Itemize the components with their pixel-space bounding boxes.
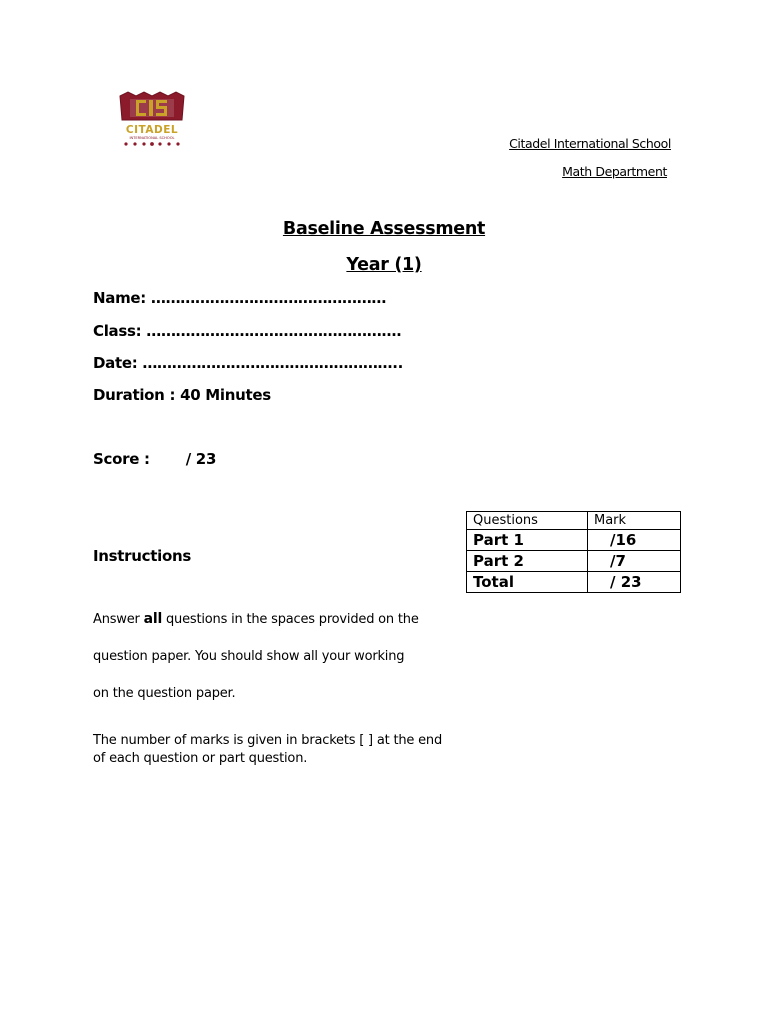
- score-field: [93, 450, 216, 468]
- table-cell-mark: /7: [588, 551, 681, 572]
- instruction-line-2: question paper. You should show all your working: [93, 649, 405, 664]
- marks-note: [93, 732, 442, 768]
- table-row: [467, 530, 681, 551]
- logo-text: CITADEL: [125, 124, 179, 136]
- table-cell-label: Part 2: [467, 551, 588, 572]
- department-name: Math Department: [562, 164, 667, 179]
- table-header: Questions: [467, 512, 588, 530]
- table-cell-mark: /16: [588, 530, 681, 551]
- duration-field: Duration : 40 Minutes: [93, 386, 271, 404]
- table-cell-label: Total: [467, 572, 588, 593]
- year-title: Year (1): [346, 255, 422, 275]
- instruction-text: Answer: [93, 612, 144, 627]
- marks-table: [466, 511, 681, 593]
- marks-note-line-2: of each question or part question.: [93, 751, 308, 766]
- name-field: Name: …………………………………………: [93, 289, 387, 307]
- school-name: Citadel International School: [509, 136, 671, 151]
- logo-stars: [124, 142, 179, 146]
- table-cell-mark: / 23: [588, 572, 681, 593]
- logo-subtext: INTERNATIONAL SCHOOL: [129, 136, 175, 140]
- instruction-line-1: [93, 611, 419, 627]
- instruction-emphasis: all: [143, 611, 163, 627]
- instructions-heading: Instructions: [93, 547, 191, 565]
- score-total: / 23: [185, 450, 217, 468]
- table-header-row: [467, 512, 681, 530]
- page-title: Baseline Assessment: [282, 219, 486, 239]
- marks-note-line-1: The number of marks is given in brackets [ ] at the end: [93, 733, 443, 748]
- instruction-line-3: on the question paper.: [93, 686, 236, 701]
- table-row: [467, 551, 681, 572]
- class-field: Class: …………………………………………….: [93, 322, 402, 340]
- table-cell-label: Part 1: [467, 530, 588, 551]
- instruction-text: questions in the spaces provided on the: [162, 612, 419, 627]
- school-logo: [116, 90, 188, 148]
- date-field: Date: ……………………………………………..: [93, 354, 404, 372]
- score-label: Score :: [93, 450, 150, 468]
- table-header: Mark: [588, 512, 681, 530]
- table-row: [467, 572, 681, 593]
